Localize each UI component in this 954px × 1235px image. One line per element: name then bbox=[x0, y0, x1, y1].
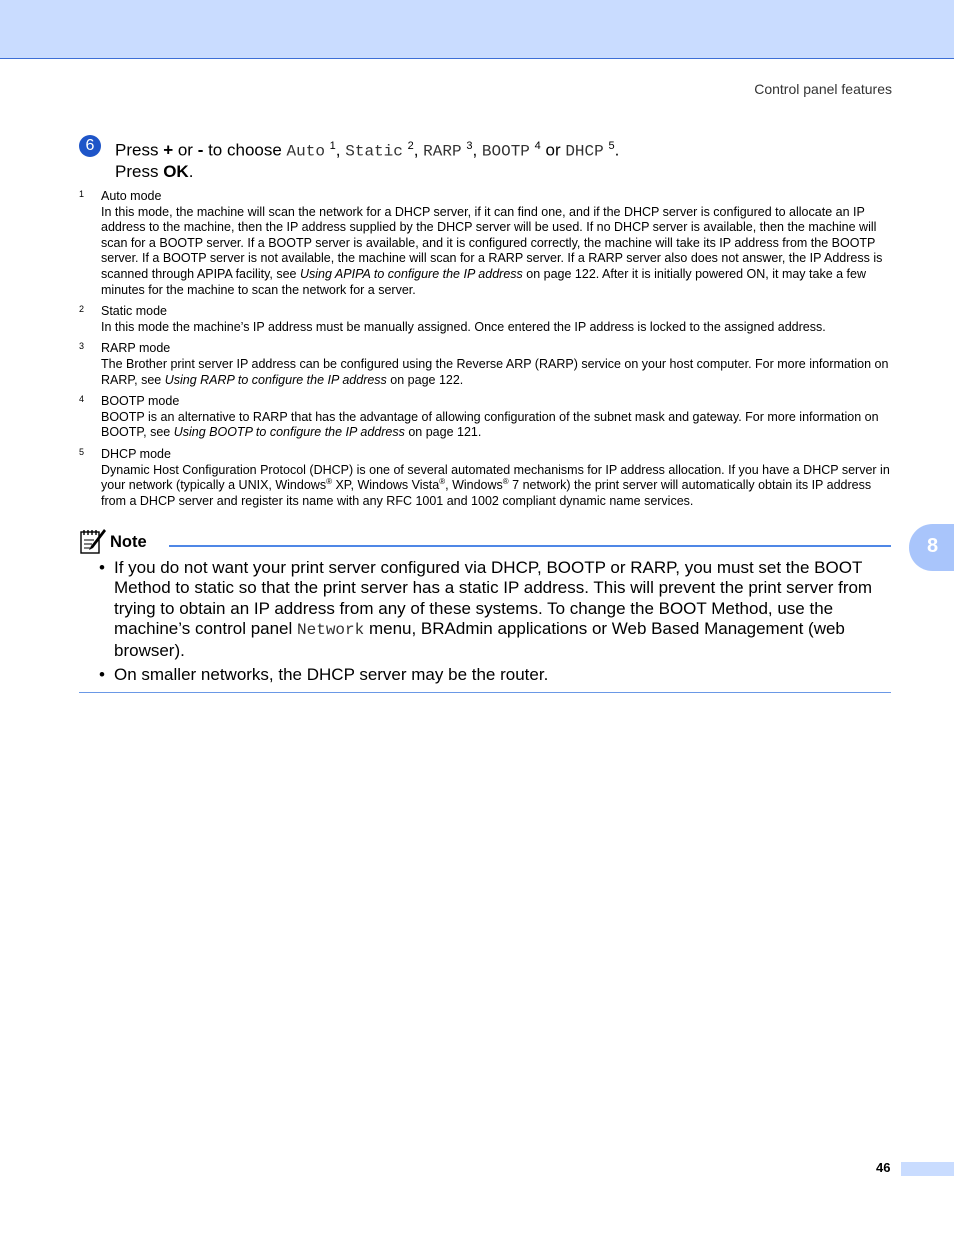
footnote-body: on page 122. After it is initially powered ON, it may take a few minutes for the machine to scan the network for a server. bbox=[101, 266, 867, 297]
cross-reference-link[interactable]: Using RARP to configure the IP address bbox=[164, 372, 387, 387]
footnote-title: DHCP mode bbox=[101, 446, 171, 461]
note-text: menu, BRAdmin applications or Web Based Management (web browser). bbox=[114, 619, 845, 660]
key-plus: + bbox=[163, 140, 174, 160]
separator: , bbox=[472, 140, 482, 160]
footnote-ref-5: 5 bbox=[608, 140, 615, 152]
cross-reference-link[interactable]: Using BOOTP to configure the IP address bbox=[173, 425, 405, 440]
registered-mark: ® bbox=[502, 476, 509, 486]
footnote-body: on page 122. bbox=[386, 372, 464, 387]
footnote-body: In this mode the machine’s IP address must be manually assigned. Once entered the IP address is locked to the assigned address. bbox=[101, 319, 826, 334]
text-or: or bbox=[540, 140, 566, 160]
option-dhcp: DHCP bbox=[565, 142, 604, 161]
footnote-number: 4 bbox=[79, 394, 85, 405]
note-item bbox=[79, 665, 891, 685]
note-item bbox=[79, 558, 891, 661]
footnote-ref-4: 4 bbox=[534, 140, 541, 152]
section-title: Control panel features bbox=[754, 81, 892, 97]
footnote-ref-1: 1 bbox=[329, 140, 336, 152]
notepad-pencil-icon bbox=[79, 527, 107, 555]
chapter-number: 8 bbox=[927, 535, 939, 557]
separator: , bbox=[413, 140, 424, 160]
separator: , bbox=[335, 140, 346, 160]
top-header-band bbox=[0, 0, 954, 59]
footnote-number: 2 bbox=[79, 304, 85, 315]
menu-network: Network bbox=[297, 621, 365, 640]
note-divider bbox=[169, 545, 891, 547]
footnote-title: RARP mode bbox=[101, 341, 171, 356]
page-number-bar bbox=[901, 1162, 954, 1176]
footnote-body: 7 network) the print server will automatically obtain its IP address from a DHCP server and register its name with any RFC 1001 and 1002 compliant dynamic name services. bbox=[101, 478, 872, 508]
text-to-choose: to choose bbox=[203, 140, 287, 160]
footnote-number: 1 bbox=[79, 189, 85, 199]
note-text: On smaller networks, the DHCP server may be the router. bbox=[114, 665, 549, 685]
text-press: Press bbox=[115, 161, 164, 181]
footnote-body: BOOTP is an alternative to RARP that has the advantage of allowing configuration of the subnet mask and gateway. For more information on BOOTP, see bbox=[101, 409, 879, 440]
text-period: . bbox=[614, 140, 620, 160]
key-ok: OK bbox=[163, 161, 189, 181]
option-rarp: RARP bbox=[423, 142, 462, 161]
footnote-title: BOOTP mode bbox=[101, 394, 180, 409]
footnotes bbox=[79, 189, 891, 515]
bullet: • bbox=[99, 665, 105, 685]
text-period: . bbox=[188, 161, 194, 181]
note-text: If you do not want your print server configured via DHCP, BOOTP or RARP, you must set the BOOT Method to static so that the print server has a static IP address. This will prevent the print server from trying to obtain an IP address from any of these systems. To change the BOOT Method, use the machine’s control panel bbox=[114, 558, 873, 639]
step-text bbox=[115, 136, 619, 182]
note-list bbox=[79, 558, 891, 689]
footnote-2 bbox=[79, 304, 891, 335]
footnote-ref-2: 2 bbox=[407, 140, 414, 152]
registered-mark: ® bbox=[439, 476, 446, 486]
step-number-badge: 6 bbox=[79, 135, 101, 157]
text-or: or bbox=[173, 140, 198, 160]
bullet: • bbox=[99, 558, 105, 577]
key-minus: - bbox=[197, 140, 204, 160]
registered-mark: ® bbox=[326, 476, 332, 486]
footnote-5 bbox=[79, 447, 891, 509]
footnote-4 bbox=[79, 394, 891, 441]
option-auto: Auto bbox=[286, 142, 325, 161]
footnote-body: on page 121. bbox=[404, 425, 482, 440]
footnote-3 bbox=[79, 341, 891, 388]
footnote-ref-3: 3 bbox=[466, 140, 473, 152]
text-press: Press bbox=[115, 140, 164, 160]
footnote-title: Static mode bbox=[101, 304, 168, 319]
note-bottom-divider bbox=[79, 692, 891, 693]
option-static: Static bbox=[345, 142, 403, 161]
footnote-number: 3 bbox=[79, 341, 85, 352]
footnote-1 bbox=[79, 189, 891, 298]
footnote-body: , Windows bbox=[445, 478, 503, 493]
page-number: 46 bbox=[876, 1160, 891, 1175]
footnote-body: In this mode, the machine will scan the network for a DHCP server, if it can find one, and if the DHCP server is configured to allocate an IP address to the machine, then the IP address supplied by the DHCP server will be used. If no DHCP server is available, then the machine will scan for a BOOTP server. If a BOOTP server is available, and it is configured correctly, the machine will take its IP address from the BOOTP server. If a BOOTP server is not available, the machine will scan for a RARP server. If a RARP server also does not answer, the IP Address is scanned through APIPA facility, see bbox=[101, 204, 883, 281]
footnote-body: XP, Windows Vista bbox=[331, 478, 440, 493]
footnote-body: Dynamic Host Configuration Protocol (DHCP) is one of several automated mechanisms for IP address allocation. If you have a DHCP server in your network (typically a UNIX, Windows bbox=[101, 462, 890, 493]
note-label: Note bbox=[110, 533, 147, 551]
cross-reference-link[interactable]: Using APIPA to configure the IP address bbox=[299, 266, 523, 281]
chapter-tab[interactable] bbox=[909, 524, 954, 571]
footnote-number: 5 bbox=[79, 446, 85, 457]
footnote-title: Auto mode bbox=[101, 189, 162, 203]
option-bootp: BOOTP bbox=[481, 142, 530, 161]
footnote-body: The Brother print server IP address can be configured using the Reverse ARP (RARP) service on your host computer. For more information on RARP, see bbox=[101, 356, 889, 387]
